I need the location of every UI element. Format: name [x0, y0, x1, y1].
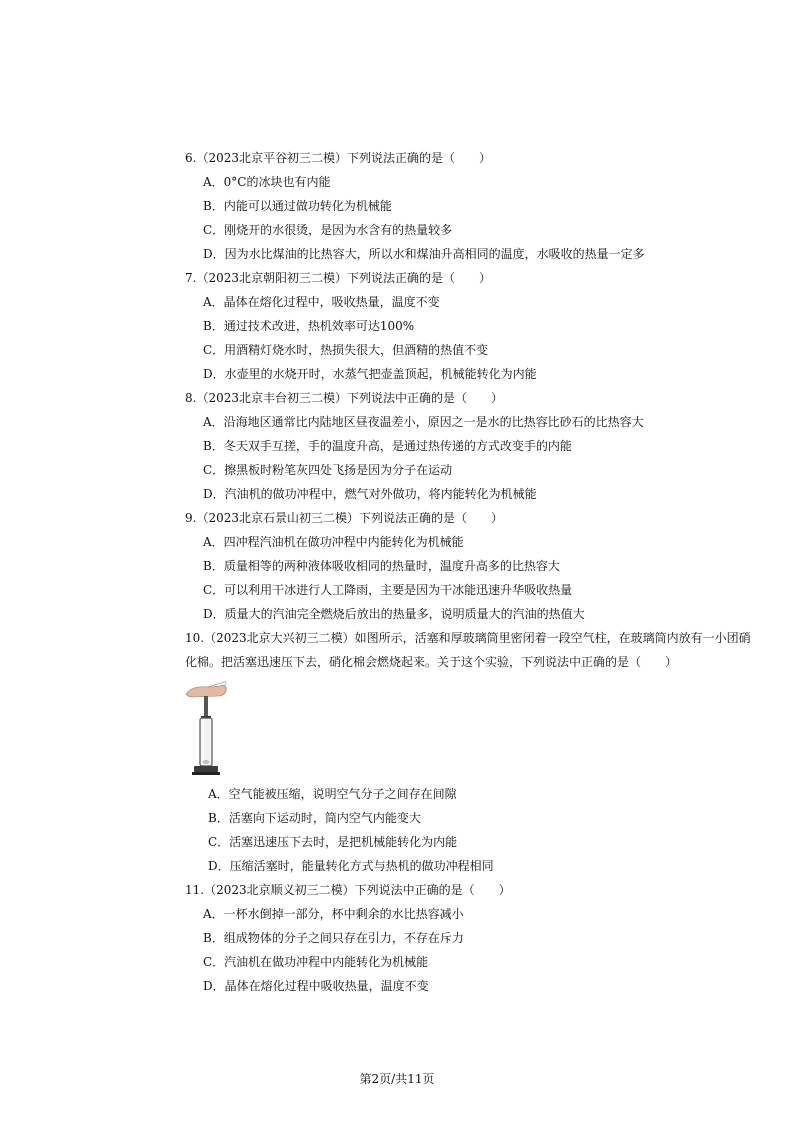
question-7-option-d: D．水壶里的水烧开时，水蒸气把壶盖顶起，机械能转化为内能	[203, 367, 537, 381]
question-11-option-b: B．组成物体的分子之间只存在引力，不存在斥力	[203, 931, 464, 945]
question-10-option-d: D．压缩活塞时，能量转化方式与热机的做功冲程相同	[208, 859, 494, 873]
question-9-option-c: C．可以利用干冰进行人工降雨，主要是因为干冰能迅速升华吸收热量	[203, 583, 573, 597]
question-8-option-a: A．沿海地区通常比内陆地区昼夜温差小，原因之一是水的比热容比砂石的比热容大	[203, 415, 644, 429]
question-10-option-a: A．空气能被压缩，说明空气分子之间存在间隙	[208, 787, 457, 801]
question-6-option-b: B．内能可以通过做功转化为机械能	[203, 199, 392, 213]
question-6-option-d: D．因为水比煤油的比热容大，所以水和煤油升高相同的温度，水吸收的热量一定多	[203, 247, 645, 261]
question-10-option-b: B．活塞向下运动时，筒内空气内能变大	[208, 811, 421, 825]
question-9-option-a: A．四冲程汽油机在做功冲程中内能转化为机械能	[203, 535, 464, 549]
question-11-option-c: C．汽油机在做功冲程中内能转化为机械能	[203, 955, 429, 969]
question-7-stem: 7.（2023北京朝阳初三二模）下列说法正确的是（ ）	[185, 271, 491, 285]
question-7-option-a: A．晶体在熔化过程中，吸收热量，温度不变	[203, 295, 440, 309]
question-10-option-c: C．活塞迅速压下去时，是把机械能转化为内能	[208, 835, 458, 849]
question-7-option-c: C．用酒精灯烧水时，热损失很大，但酒精的热值不变	[203, 343, 489, 357]
piston-glass-tube-figure	[184, 680, 228, 776]
page-number-footer: 第2页/共11页	[359, 1072, 435, 1086]
question-7-option-b: B．通过技术改进，热机效率可达100%	[203, 319, 415, 333]
question-11-option-a: A．一杯水倒掉一部分，杯中剩余的水比热容减小	[203, 907, 464, 921]
question-9-option-b: B．质量相等的两种液体吸收相同的热量时，温度升高多的比热容大	[203, 559, 560, 573]
question-8-option-b: B．冬天双手互搓，手的温度升高，是通过热传递的方式改变手的内能	[203, 439, 572, 453]
question-8-option-c: C．擦黑板时粉笔灰四处飞扬是因为分子在运动	[203, 463, 453, 477]
question-6-stem: 6.（2023北京平谷初三二模）下列说法正确的是（ ）	[185, 151, 491, 165]
question-9-option-d: D．质量大的汽油完全燃烧后放出的热量多，说明质量大的汽油的热值大	[203, 607, 585, 621]
question-9-stem: 9.（2023北京石景山初三二模）下列说法正确的是（ ）	[185, 511, 503, 525]
question-6-option-c: C．刚烧开的水很烫，是因为水含有的热量较多	[203, 223, 453, 237]
question-11-stem: 11.（2023北京顺义初三二模）下列说法中正确的是（ ）	[185, 883, 511, 897]
question-11-option-d: D．晶体在熔化过程中吸收热量，温度不变	[203, 979, 429, 993]
question-10-stem: 10.（2023北京大兴初三二模）如图所示，活塞和厚玻璃筒里密闭着一段空气柱，在玻璃筒内放有一小团硝化棉。把活塞迅速压下去，硝化棉会燃烧起来。关于这个实验，下列说法中正确的是（ ）	[185, 631, 751, 669]
question-8-option-d: D．汽油机的做功冲程中，燃气对外做功，将内能转化为机械能	[203, 487, 537, 501]
question-8-stem: 8.（2023北京丰台初三二模）下列说法中正确的是（ ）	[185, 391, 503, 405]
question-6-option-a: A．0°C的冰块也有内能	[203, 175, 331, 189]
